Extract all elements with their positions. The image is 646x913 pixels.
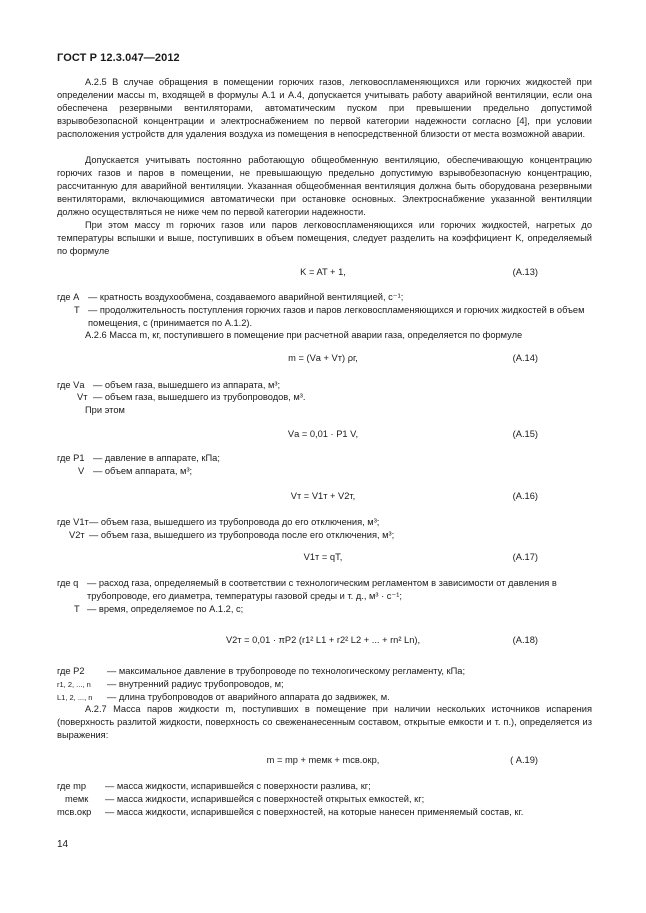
definition: — расход газа, определяемый в соответствии с технологическим регламентом в зависимости от давления в трубопроводе, его диаметра, температуры газовой среды и т. д., м³ · с⁻¹; bbox=[87, 578, 557, 601]
paragraph-a27: А.2.7 Масса паров жидкости m, поступивших в помещение при наличии нескольких источников испарения (поверхность разлитой жидкости, поверхность со свеженанесенным составом, открытые емкости и т. п.), определяется из выражения: bbox=[57, 704, 592, 740]
definition: — масса жидкости, испарившейся с поверхностей открытых емкостей, кг; bbox=[105, 794, 425, 804]
equation-number: ( А.19) bbox=[510, 755, 538, 765]
formula: m = (Vа + Vт) ρг, bbox=[288, 353, 358, 363]
page-number: 14 bbox=[57, 839, 69, 850]
formula: V1т = qT, bbox=[303, 552, 343, 562]
symbol: L1, 2, ..., n bbox=[57, 693, 93, 702]
definition: — объем газа, вышедшего из трубопроводов, м³. bbox=[93, 392, 306, 402]
symbol: mемк bbox=[65, 794, 89, 804]
paragraph-a25: А.2.5 В случае обращения в помещении горючих газов, легковоспламеняющихся или горючих жидкостей при определении массы m, входящей в формулы А.1 и А.4, допускается учитывать работу аварийной вентиляции, если она обеспечена резервными вентиляторами, автоматическим пуском при превышении предельно допустимой взрывобезопасной концентрации и электроснабжением по первой категории надежности согласно [4], при условии расположения устройств для удаления воздуха из помещения в непосредственной близости от места возможной аварии. bbox=[57, 77, 592, 139]
formula: V2т = 0,01 · πP2 (r1² L1 + r2² L2 + ... + rn² Ln), bbox=[225, 635, 421, 645]
definition: — масса жидкости, испарившейся с поверхности разлива, кг; bbox=[105, 781, 371, 791]
symbol: V2т bbox=[69, 530, 85, 540]
definition: — максимальное давление в трубопроводе по технологическому регламенту, кПа; bbox=[107, 666, 466, 676]
equation-number: (А.15) bbox=[512, 429, 538, 439]
definition: — объем газа, вышедшего из трубопровода после его отключения, м³; bbox=[89, 530, 395, 540]
paragraph-ventilation: Допускается учитывать постоянно работающую общеобменную вентиляцию, обеспечивающую концентрацию горючих газов и паров в помещении, не превышающую предельно допустимую взрывобезопасную концентрацию, рассчитанную для аварийной вентиляции. Указанная общеобменная вентиляция должна быть оборудована резервными вентиляторами, включающимися автоматически при остановке основных. Электроснабжение указанной вентиляции должно осуществляться не ниже чем по первой категории надежности. bbox=[57, 155, 592, 217]
definition: — объем газа, вышедшего из трубопровода до его отключения, м³; bbox=[89, 517, 380, 527]
symbol: где q bbox=[57, 578, 79, 588]
definition: — внутренний радиус трубопроводов, м; bbox=[107, 679, 284, 689]
definition: — давление в аппарате, кПа; bbox=[93, 453, 220, 463]
definition: — масса жидкости, испарившейся с поверхностей, на которые нанесен применяемый состав, кг. bbox=[105, 807, 524, 817]
formula: K = AT + 1, bbox=[300, 267, 346, 277]
formula: Vа = 0,01 · P1 V, bbox=[287, 429, 359, 439]
symbol: где Vа bbox=[57, 380, 85, 390]
definition: — кратность воздухообмена, создаваемого аварийной вентиляцией, с⁻¹; bbox=[88, 292, 404, 302]
text-pri-etom: При этом bbox=[85, 405, 125, 415]
symbol: где P2 bbox=[57, 666, 85, 676]
definition: — объем аппарата, м³; bbox=[93, 466, 193, 476]
equation-number: (А.16) bbox=[512, 491, 538, 501]
paragraph-a26: А.2.6 Масса m, кг, поступившего в помещение при расчетной аварии газа, определяется по формуле bbox=[85, 330, 523, 340]
equation-number: (А.17) bbox=[512, 552, 538, 562]
definition: — длина трубопроводов от аварийного аппарата до задвижек, м. bbox=[107, 692, 390, 702]
document-header: ГОСТ Р 12.3.047—2012 bbox=[57, 52, 180, 64]
formula: Vт = V1т + V2т, bbox=[290, 491, 356, 501]
paragraph-coefficient: При этом массу m горючих газов или паров легковоспламеняющихся или горючих жидкостей, нагретых до температуры вспышки и выше, поступивших в объем помещения, следует разделить на коэффициент K, определяемый по формуле bbox=[57, 220, 592, 256]
symbol: r1, 2, ..., n bbox=[57, 680, 91, 689]
symbol: где mр bbox=[57, 781, 87, 791]
formula: m = mр + mемк + mсв.окр, bbox=[266, 755, 380, 765]
equation-number: (А.14) bbox=[512, 353, 538, 363]
symbol: V bbox=[78, 466, 85, 476]
equation-number: (А.18) bbox=[512, 635, 538, 645]
symbol: где V1т bbox=[57, 517, 89, 527]
symbol: T bbox=[74, 604, 80, 614]
definition: — время, определяемое по А.1.2, с; bbox=[87, 604, 244, 614]
equation-number: (А.13) bbox=[512, 267, 538, 277]
symbol: где A bbox=[57, 292, 80, 302]
symbol: Vт bbox=[77, 392, 88, 402]
symbol: где P1 bbox=[57, 453, 85, 463]
symbol: T bbox=[74, 305, 80, 315]
definition: — продолжительность поступления горючих газов и паров легковоспламеняющихся и горючих жидкостей в объем помещения, с (принимается по А.1.2). bbox=[88, 305, 585, 328]
definition: — объем газа, вышедшего из аппарата, м³; bbox=[93, 380, 281, 390]
symbol: mсв.окр bbox=[57, 807, 92, 817]
